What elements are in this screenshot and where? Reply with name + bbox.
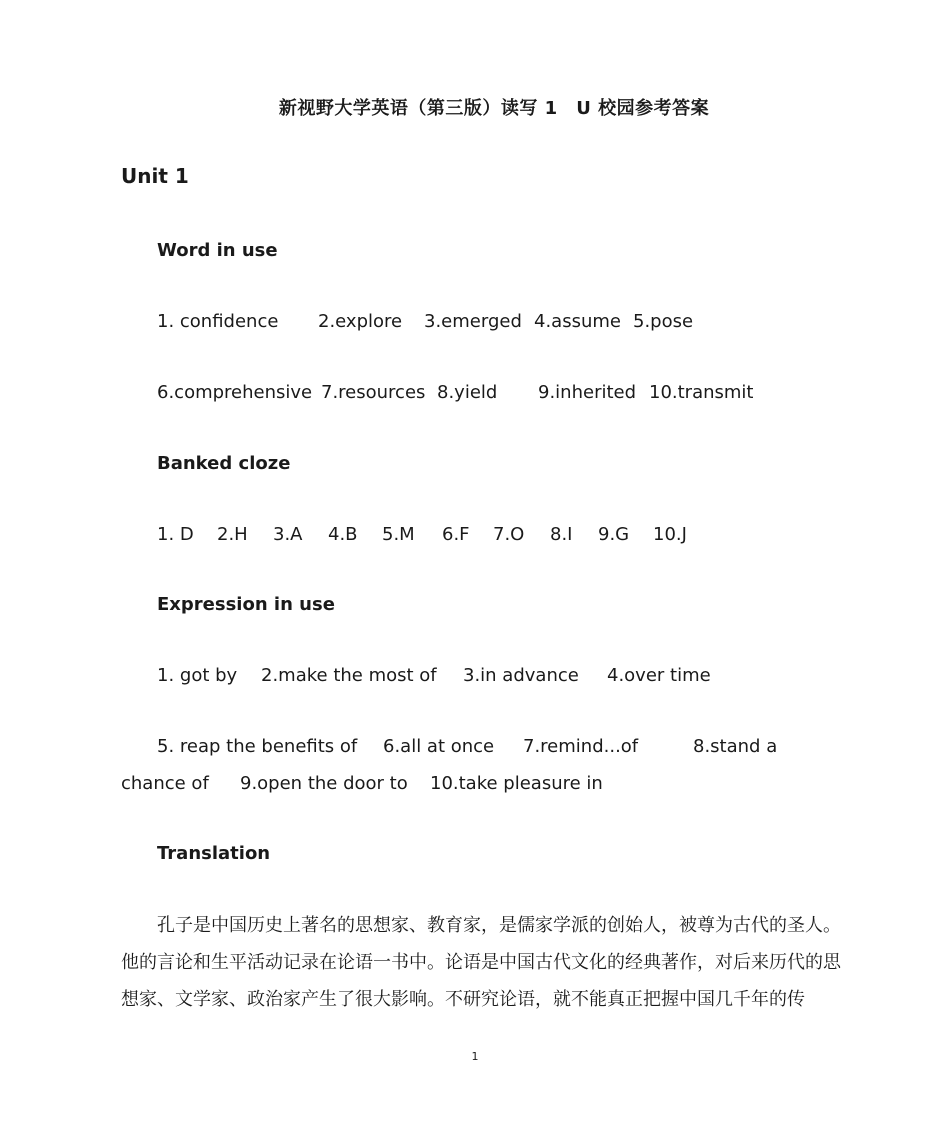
answer-item: chance of [121, 773, 209, 794]
translation-text: 孔子是中国历史上著名的思想家、教育家，是儒家学派的创始人，被尊为古代的圣人。他的言论和生平活动记录在论语一书中。论语是中国古代文化的经典著作，对后来历代的思想家、文学家、政治家产生了很大影响。不研究论语，就不能真正把握中国几千年的传 [121, 915, 841, 1010]
unit-title: Unit 1 [121, 164, 189, 188]
answer-item: 1. got by [157, 665, 238, 686]
page-number: 1 [471, 1050, 479, 1063]
answer-item: 4.over time [607, 665, 711, 686]
answer-item: 1. confidence [157, 311, 279, 332]
answer-item: 2.H [217, 524, 248, 545]
expression-in-use-line-1 [157, 665, 711, 686]
answer-item: 4.B [328, 524, 358, 545]
document-title: 新视野大学英语（第三版）读写 1 U 校园参考答案 [278, 98, 710, 119]
answer-item: 3.emerged [424, 311, 522, 332]
answer-item: 7.remind...of [523, 736, 639, 757]
section-heading-translation: Translation [157, 843, 271, 864]
answer-item: 8.yield [437, 382, 498, 403]
answer-item: 7.O [493, 524, 525, 545]
answer-item: 8.I [550, 524, 573, 545]
answer-item: 10.take pleasure in [430, 773, 603, 794]
answer-item: 9.open the door to [240, 773, 408, 794]
expression-in-use-line-3 [121, 773, 603, 794]
answer-item: 9.G [598, 524, 630, 545]
answer-item: 6.comprehensive [157, 382, 313, 403]
section-heading-expression-in-use: Expression in use [157, 594, 335, 615]
translation-paragraph [121, 907, 841, 1018]
section-heading-banked-cloze: Banked cloze [157, 453, 291, 474]
word-in-use-line-1 [157, 311, 693, 332]
expression-in-use-line-2 [157, 736, 777, 757]
answer-item: 1. D [157, 524, 194, 545]
answer-item: 3.A [273, 524, 303, 545]
answer-item: 9.inherited [538, 382, 637, 403]
answer-item: 2.make the most of [261, 665, 437, 686]
answer-item: 3.in advance [463, 665, 579, 686]
word-in-use-line-2 [157, 382, 754, 403]
answer-item: 4.assume [534, 311, 621, 332]
answer-item: 5.pose [633, 311, 694, 332]
answer-item: 8.stand a [693, 736, 778, 757]
section-heading-word-in-use: Word in use [157, 240, 278, 261]
answer-item: 6.all at once [383, 736, 495, 757]
banked-cloze-answers [157, 524, 687, 545]
answer-item: 2.explore [318, 311, 403, 332]
answer-item: 5. reap the benefits of [157, 736, 358, 757]
answer-item: 6.F [442, 524, 470, 545]
answer-item: 7.resources [321, 382, 426, 403]
answer-item: 10.transmit [649, 382, 754, 403]
answer-item: 5.M [382, 524, 415, 545]
answer-item: 10.J [653, 524, 687, 545]
